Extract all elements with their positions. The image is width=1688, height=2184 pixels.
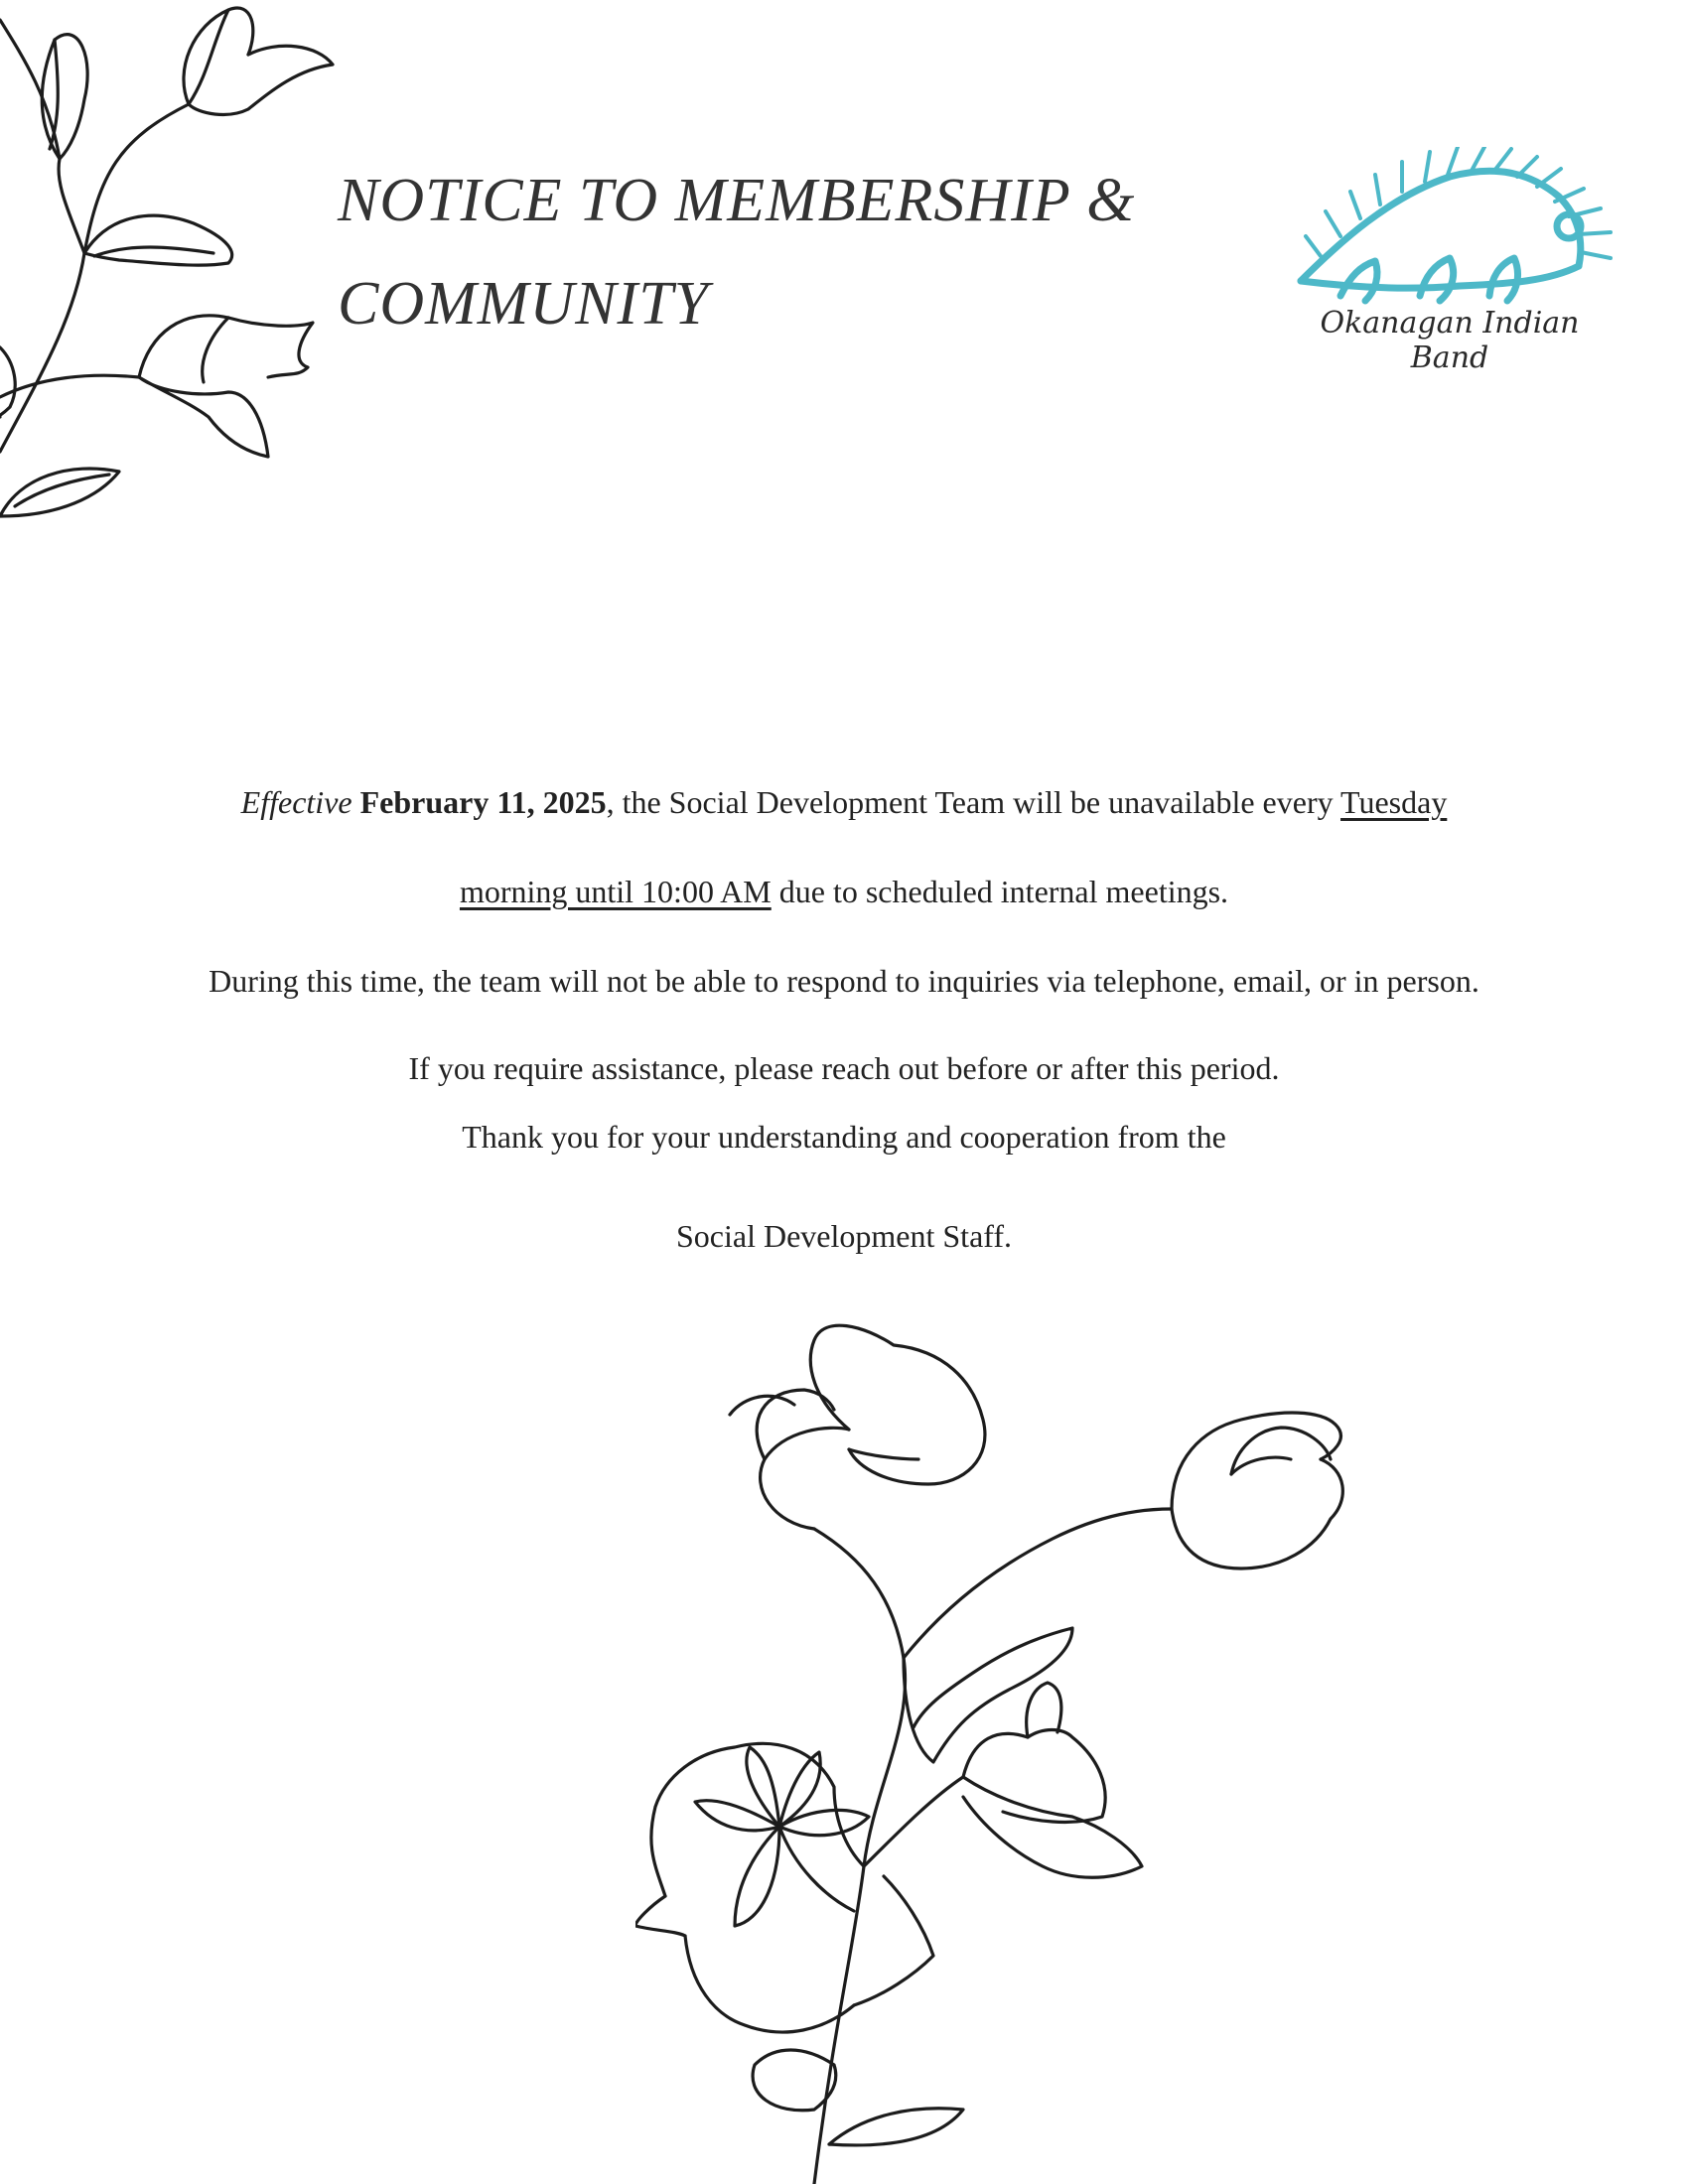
notice-line-3: During this time, the team will not be able to respond to inquiries via telephone, email, or in person. — [209, 963, 1479, 999]
title-line-2: COMMUNITY — [338, 270, 710, 338]
porcupine-icon — [1281, 147, 1618, 306]
notice-line-1 — [40, 784, 1648, 821]
notice-line-5: Thank you for your understanding and cooperation from the — [462, 1119, 1226, 1155]
effective-word: Effective — [240, 784, 352, 820]
notice-title — [338, 149, 1251, 355]
effective-date: February 11, 2025 — [359, 784, 607, 820]
floral-decoration-bottom — [635, 1310, 1609, 2184]
notice-line-2-text: due to scheduled internal meetings. — [771, 874, 1229, 909]
logo-text: Okanagan Indian Band — [1320, 306, 1580, 375]
notice-line-2 — [40, 874, 1648, 910]
notice-line-1-text: , the Social Development Team will be unavailable every — [606, 784, 1341, 820]
band-logo — [1281, 147, 1618, 375]
notice-line-4: If you require assistance, please reach out before or after this period. — [408, 1050, 1280, 1086]
title-line-1: NOTICE TO MEMBERSHIP & — [338, 167, 1136, 234]
signature-line: Social Development Staff. — [676, 1218, 1012, 1254]
floral-decoration-top-left — [0, 0, 357, 536]
time-text: morning until 10:00 AM — [459, 874, 772, 909]
tuesday-text: Tuesday — [1340, 784, 1448, 820]
